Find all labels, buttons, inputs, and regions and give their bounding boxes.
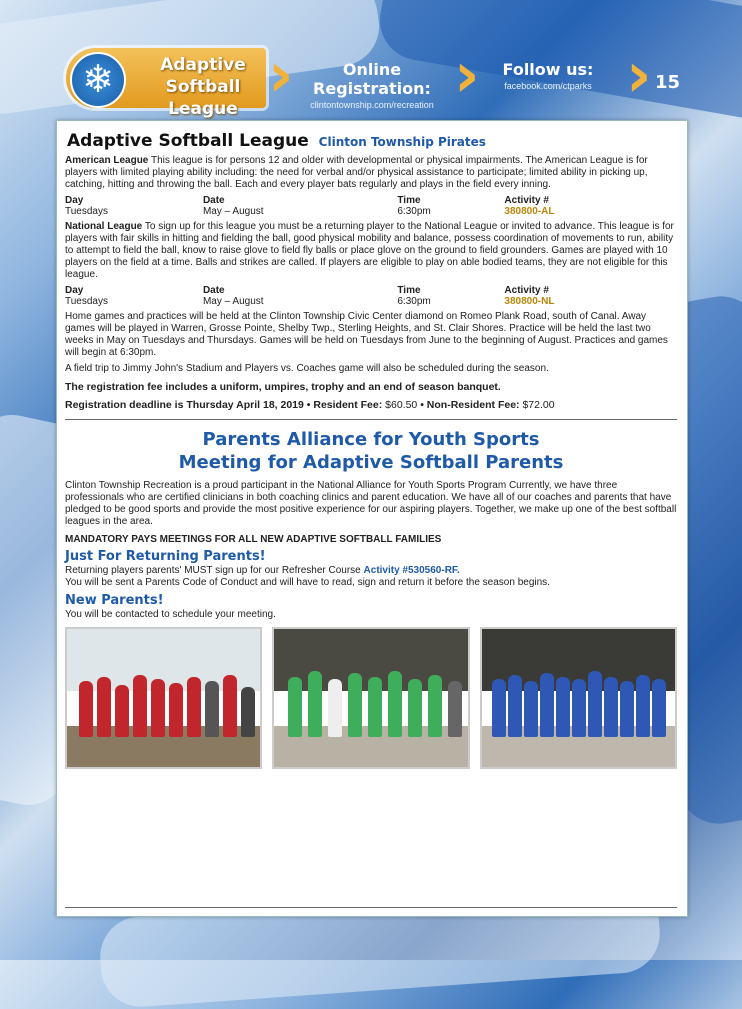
cell-date: May – August: [202, 206, 264, 217]
online-registration-title: Online Registration:: [313, 60, 431, 98]
returning-text-b: You will be sent a Parents Code of Conduct and will have to read, sign and return it before the season begins.: [65, 577, 550, 588]
field-trip-paragraph: A field trip to Jimmy John's Stadium and Players vs. Coaches game will also be scheduled during the season.: [65, 363, 549, 374]
resident-fee: $60.50: [385, 399, 418, 411]
registration-deadline: [65, 399, 677, 411]
content-panel: [56, 120, 688, 917]
badge-line-1: Adaptive: [160, 55, 246, 75]
cell-day: Tuesdays: [65, 206, 108, 217]
col-activity: Activity #: [504, 285, 549, 296]
mandatory-notice: MANDATORY PAYS MEETINGS FOR ALL NEW ADAPTIVE SOFTBALL FAMILIES: [65, 534, 442, 545]
col-time: Time: [397, 285, 421, 296]
cell-time: 6:30pm: [397, 206, 431, 217]
cell-date: May – August: [202, 296, 264, 307]
deadline-label: Registration deadline is Thursday April 18, 2019 • Resident Fee:: [65, 399, 383, 411]
divider: [65, 419, 677, 420]
parents-intro: Clinton Township Recreation is a proud participant in the National Alliance for Youth Sports Program Currently, we have three professionals who are certified clinicians in both coaching clinics and parent education. We have all of our coaches and parents that have pledged to be good sports and provide the most positive experience for our aspiring players. Together, we make up one of the best softball leagues in the area.: [65, 480, 677, 527]
fee-includes: The registration fee includes a uniform, umpires, trophy and an end of season banquet.: [65, 381, 501, 393]
parents-title: [65, 428, 677, 474]
cell-activity: 380800-AL: [504, 206, 555, 217]
returning-parents-title: Just For Returning Parents!: [65, 549, 266, 564]
nonresident-label: • Non-Resident Fee:: [420, 399, 520, 411]
parents-title-line-1: Parents Alliance for Youth Sports: [202, 429, 540, 450]
team-photo-red: [65, 627, 262, 769]
american-schedule-table: [65, 195, 665, 217]
badge-title: [128, 54, 278, 120]
online-registration: [292, 60, 452, 110]
nonresident-fee: $72.00: [522, 399, 555, 411]
badge-line-2: Softball League: [165, 77, 241, 119]
league-subtitle: Clinton Township Pirates: [318, 135, 486, 149]
team-photo-green: [272, 627, 469, 769]
team-photo-blue: [480, 627, 677, 769]
chevron-right-icon: ›: [268, 38, 294, 111]
table-row: [65, 206, 665, 217]
chevron-right-icon: ›: [626, 38, 652, 111]
online-registration-url[interactable]: clintontownship.com/recreation: [310, 100, 434, 110]
follow-us-url[interactable]: facebook.com/ctparks: [504, 81, 592, 91]
american-league-label: American League: [65, 155, 149, 166]
col-day: Day: [65, 195, 84, 206]
new-parents-text: You will be contacted to schedule your meeting.: [65, 609, 276, 620]
league-badge: [66, 48, 266, 119]
snowflake-icon: ❄: [70, 52, 126, 108]
page-number: 15: [655, 72, 681, 93]
col-date: Date: [202, 285, 225, 296]
col-date: Date: [202, 195, 225, 206]
page-header: [0, 40, 742, 120]
national-league-label: National League: [65, 221, 143, 232]
col-time: Time: [397, 195, 421, 206]
chevron-right-icon: ›: [454, 38, 480, 111]
parents-title-line-2: Meeting for Adaptive Softball Parents: [178, 452, 564, 473]
american-league-text: This league is for persons 12 and older with developmental or physical impairments. The American League is for players with limited playing ability including: the need for verbal and/or physical assistance to participate; limited ability in picking up, catching, hitting and throwing the ball. Each and every player bats regularly and plays in the field every inning.: [65, 155, 648, 190]
follow-us: [488, 60, 608, 91]
cell-activity: 380800-NL: [504, 296, 555, 307]
col-activity: Activity #: [504, 195, 549, 206]
national-schedule-table: [65, 285, 665, 307]
team-photos: [65, 627, 677, 769]
american-league-paragraph: [65, 155, 677, 191]
returning-activity: Activity #530560-RF.: [363, 565, 460, 576]
returning-parents-text: [65, 565, 677, 589]
col-day: Day: [65, 285, 84, 296]
table-row: [65, 296, 665, 307]
returning-text-a: Returning players parents' MUST sign up for our Refresher Course: [65, 565, 361, 576]
national-league-text: To sign up for this league you must be a returning player to the National League or invited to advance. This league is for players with fair skills in hitting and fielding the ball, good physical mobility and balance, possess coordination of movements to run, ability to attempt to field the ball, know to raise glove to field fly balls or place glove on the ground to field grounders. Games are played with 10 players on the field at a time. Balls and strikes are called. If players are eligible to play on able bodied teams, they are not eligible for this league.: [65, 221, 674, 280]
league-title: Adaptive Softball League: [67, 131, 309, 151]
new-parents-title: New Parents!: [65, 593, 164, 608]
page-title: [67, 131, 677, 151]
follow-us-title: Follow us:: [502, 60, 594, 79]
cell-time: 6:30pm: [397, 296, 431, 307]
cell-day: Tuesdays: [65, 296, 108, 307]
bottom-divider: [65, 907, 677, 908]
home-games-paragraph: Home games and practices will be held at the Clinton Township Civic Center diamond on Romeo Plank Road, south of Canal. Away games will be played in Warren, Grosse Pointe, Shelby Twp., Sterling Heights, and St. Clair Shores. Practice will be held the last two weeks in May on Tuesdays and Thursdays. Games will be held on Tuesdays from June to the beginning of August. Practices and games will begin at 6:30pm.: [65, 311, 668, 358]
national-league-paragraph: [65, 221, 677, 281]
